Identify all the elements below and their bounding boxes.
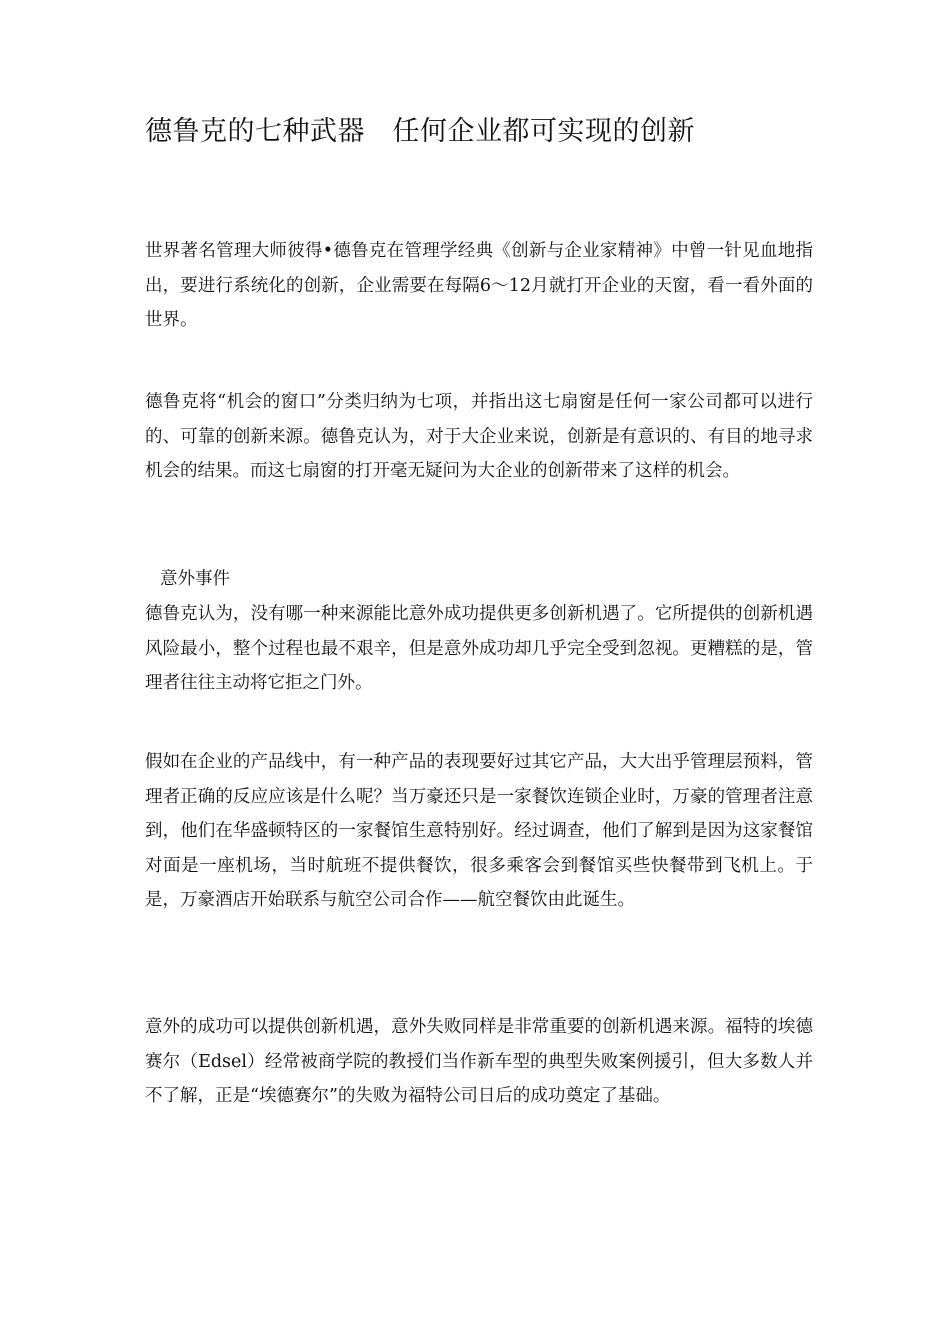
paragraph-unexpected-success: 德鲁克认为，没有哪一种来源能比意外成功提供更多创新机遇了。它所提供的创新机遇风险最小，整个过程也最不艰辛，但是意外成功却几乎完全受到忽视。更糟糕的是，管理者往往主动将它拒之门外。 <box>145 604 813 694</box>
paragraph-unexpected-failure: 意外的成功可以提供创新机遇，意外失败同样是非常重要的创新机遇来源。福特的埃德赛尔（Edsel）经常被商学院的教授们当作新车型的典型失败案例援引，但大多数人并不了解，正是“埃德赛尔”的失败为福特公司日后的成功奠定了基础。 <box>145 1017 813 1107</box>
document-title: 德鲁克的七种武器 任何企业都可实现的创新 <box>145 116 695 147</box>
paragraph-marriott-example: 假如在企业的产品线中，有一种产品的表现要好过其它产品，大大出乎管理层预料，管理者正确的反应应该是什么呢？当万豪还只是一家餐饮连锁企业时，万豪的管理者注意到，他们在华盛顿特区的一家餐馆生意特别好。经过调查，他们了解到是因为这家餐馆对面是一座机场，当时航班不提供餐饮，很多乘客会到餐馆买些快餐带到飞机上。于是，万豪酒店开始联系与航空公司合作——航空餐饮由此诞生。 <box>145 752 813 911</box>
section-heading: 意外事件 <box>160 569 230 589</box>
paragraph-seven-windows: 德鲁克将“机会的窗口”分类归纳为七项，并指出这七扇窗是任何一家公司都可以进行的、可靠的创新来源。德鲁克认为，对于大企业来说，创新是有意识的、有目的地寻求机会的结果。而这七扇窗的打开毫无疑问为大企业的创新带来了这样的机会。 <box>145 392 813 482</box>
paragraph-intro: 世界著名管理大师彼得•德鲁克在管理学经典《创新与企业家精神》中曾一针见血地指出，要进行系统化的创新，企业需要在每隔6～12月就打开企业的天窗，看一看外面的世界。 <box>145 241 813 331</box>
